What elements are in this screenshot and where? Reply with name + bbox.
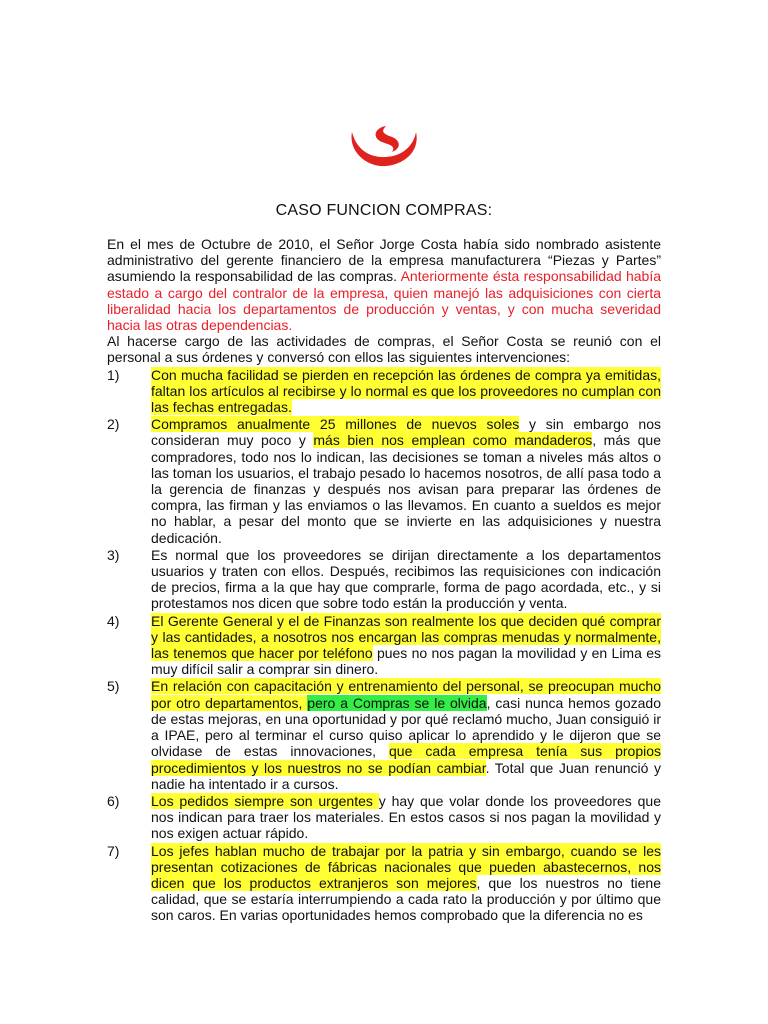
intro-paragraph bbox=[107, 236, 661, 333]
highlighted-text: Compramos anualmente 25 millones de nuevos soles bbox=[151, 416, 520, 433]
list-item-number: 5) bbox=[107, 678, 120, 695]
logo-icon bbox=[346, 122, 422, 170]
list-item-text bbox=[151, 416, 661, 546]
highlighted-text: Los pedidos siempre son urgentes bbox=[151, 792, 379, 809]
text-segment: , más que compradores, todo nos lo indican, las decisiones se toman a niveles más altos o las toman los usuarios, el trabajo pesado lo hacemos nosotros, de allí pasa todo a la gerencia de finanzas y después nos avisan para preparar las órdenes de compra, las firman y las enviamos o las llevamos. En cuanto a sueldos es mejor no hablar, a pesar del monto que se invierte en las adquisiciones y nuestra dedicación. bbox=[151, 432, 662, 546]
highlighted-text: más bien nos emplean como mandaderos bbox=[313, 432, 593, 449]
list-item bbox=[107, 678, 661, 791]
text-segment: pues no nos pagan la movilidad y en Lima es muy difícil salir a comprar sin dinero. bbox=[151, 645, 661, 678]
highlighted-text: El Gerente General y el de Finanzas son realmente los que deciden qué comprar y las cantidades, a nosotros nos encargan las compras menudas y normalmente, las tenemos que hacer por teléfono bbox=[151, 612, 661, 662]
text-segment: y sin embargo nos consideran muy poco y bbox=[151, 416, 661, 449]
list-item-number: 1) bbox=[107, 366, 120, 383]
list-item bbox=[107, 367, 661, 416]
list-item-text bbox=[151, 843, 661, 924]
list-item-number: 6) bbox=[107, 792, 120, 809]
list-item bbox=[107, 547, 661, 612]
intro-red-text: Anteriormente ésta responsabilidad había estado a cargo del contralor de la empresa, quien manejó las adquisiciones con cierta liberalidad hacia los departamentos de producción y ventas, y con mucha severidad hacia las otras dependencias. bbox=[107, 268, 661, 334]
text-segment: , casi nunca hemos gozado de estas mejoras, en una oportunidad y por qué reclamó mucho, Juan consiguió ir a IPAE, pero al terminar el curso quiso aplicar lo aprendido y le dijeron que se olvidase de estas innovaciones, bbox=[151, 694, 661, 760]
list-item bbox=[107, 793, 661, 842]
list-item-number: 3) bbox=[107, 546, 120, 563]
list-item-text bbox=[151, 793, 661, 842]
list-item-text bbox=[151, 367, 661, 416]
intro-text: En el mes de Octubre de 2010, el Señor Jorge Costa había sido nombrado asistente administrativo del gerente financiero de la empresa manufacturera “Piezas y Partes” asumiendo la responsabilidad de las compras. bbox=[107, 236, 661, 285]
list-item-text bbox=[151, 613, 661, 678]
highlighted-text: Los jefes hablan mucho de trabajar por la patria y sin embargo, cuando se les presentan cotizaciones de fábricas nacionales que pueden abastecernos, nos dicen que los productos extranjeros son mejores bbox=[151, 842, 661, 891]
list-item bbox=[107, 416, 661, 546]
list-item bbox=[107, 613, 661, 678]
text-segment: Es normal que los proveedores se dirijan directamente a los departamentos usuarios y traten con ellos. Después, recibimos las requisiciones con indicación de precios, firma a la que hay que comprarle, forma de pago acordada, etc., y si protestamos nos dicen que sobre todo están la producción y venta. bbox=[151, 546, 661, 612]
highlighted-text: Con mucha facilidad se pierden en recepción las órdenes de compra ya emitidas, faltan los artículos al recibirse y lo normal es que los proveedores no cumplan con las fechas entregadas. bbox=[151, 366, 661, 416]
interventions-list bbox=[107, 367, 661, 924]
page-title: CASO FUNCION COMPRAS: bbox=[275, 202, 493, 219]
list-item-number: 2) bbox=[107, 416, 120, 433]
intro-paragraph-2: Al hacerse cargo de las actividades de compras, el Señor Costa se reunió con el personal a sus órdenes y conversó con ellos las siguientes intervenciones: bbox=[107, 333, 661, 366]
text-segment: , que los nuestros no tiene calidad, que se estaría interrumpiendo a cada rato la producción y por último que son caros. En varias oportunidades hemos comprobado que la diferencia no es bbox=[151, 874, 661, 924]
text-segment: y hay que volar donde los proveedores que nos indican para traer los materiales. En estos casos si nos pagan la movilidad y nos exigen actuar rápido. bbox=[151, 792, 661, 842]
highlighted-text: En relación con capacitación y entrenamiento del personal, se preocupan mucho por otro departamentos, bbox=[151, 678, 661, 711]
list-item bbox=[107, 843, 661, 924]
highlighted-text: que cada empresa tenía sus propios procedimientos y los nuestros no se podían cambiar bbox=[151, 743, 661, 776]
text-segment: . Total que Juan renunció y nadie ha intentado ir a cursos. bbox=[151, 759, 662, 792]
highlighted-text: pero a Compras se le olvida bbox=[307, 694, 487, 711]
list-item-text bbox=[151, 678, 661, 791]
document-body bbox=[107, 236, 661, 924]
list-item-number: 7) bbox=[107, 842, 120, 859]
list-item-number: 4) bbox=[107, 612, 120, 629]
list-item-text bbox=[151, 547, 661, 612]
